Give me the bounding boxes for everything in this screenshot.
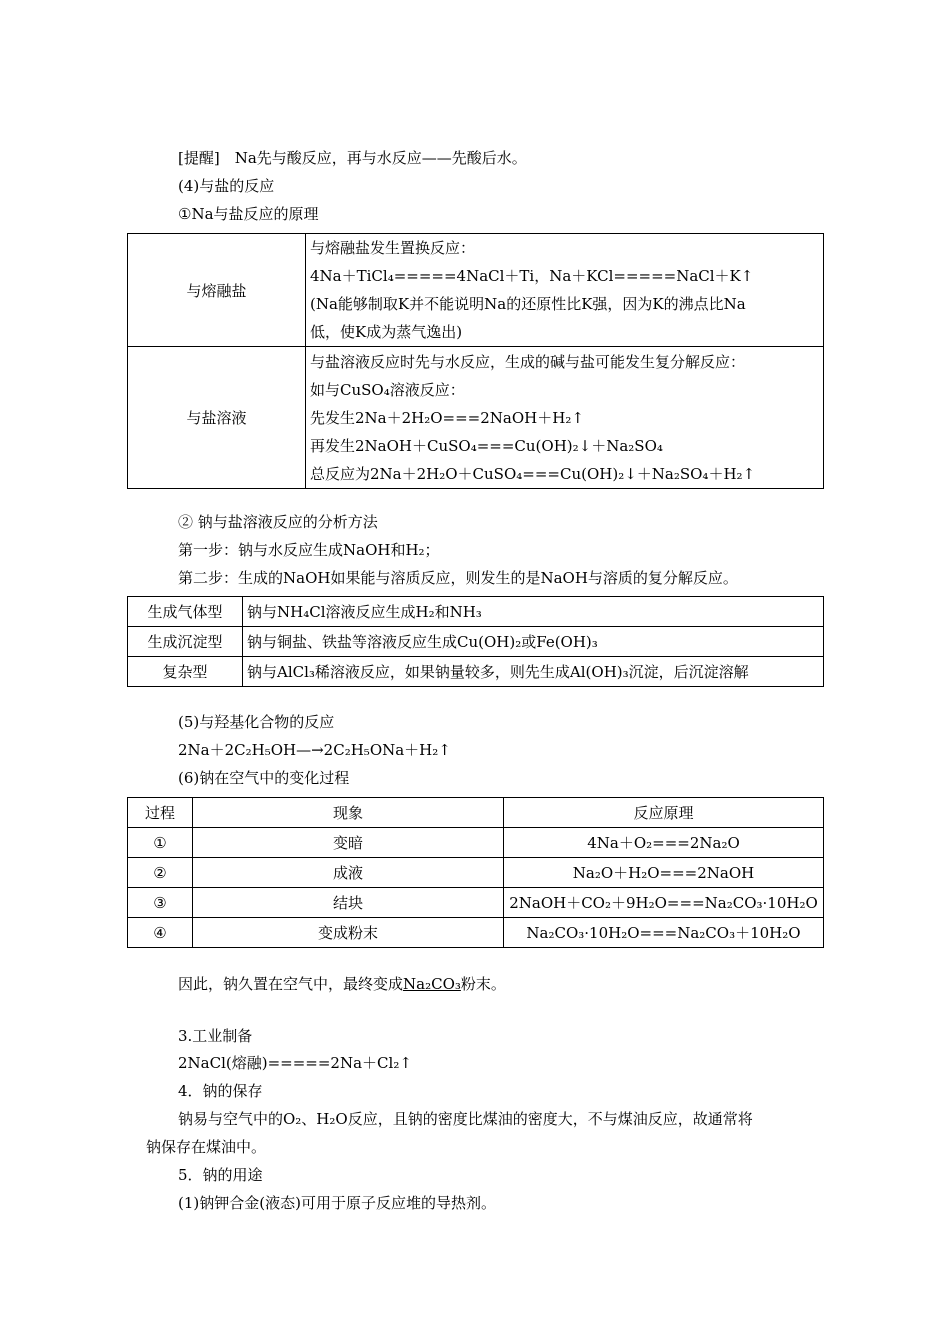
- uses-line-1: (1)钠钾合金(液态)可用于原子反应堆的导热剂。: [178, 1194, 496, 1212]
- phenomenon-cell: 结块: [193, 888, 504, 918]
- section-4-title: (4)与盐的反应: [178, 177, 275, 195]
- section-3-equation: 2NaCl(熔融)=====2Na＋Cl₂↑: [178, 1054, 412, 1072]
- principle-cell: 2NaOH＋CO₂＋9H₂O===Na₂CO₃·10H₂O: [504, 888, 824, 918]
- solution-line-2: 如与CuSO₄溶液反应：: [310, 380, 465, 399]
- principle-cell: 4Na＋O₂===2Na₂O: [504, 828, 824, 858]
- header-principle: 反应原理: [504, 798, 824, 828]
- molten-salt-label: 与熔融盐: [128, 234, 306, 347]
- type-gas: 生成气体型: [128, 597, 243, 627]
- molten-line-3: (Na能够制取K并不能说明Na的还原性比K强，因为K的沸点比Na: [310, 295, 746, 313]
- solution-line-1: 与盐溶液反应时先与水反应，生成的碱与盐可能发生复分解反应：: [310, 352, 746, 371]
- principle-cell: Na₂CO₃·10H₂O===Na₂CO₃＋10H₂O: [504, 918, 824, 948]
- section-uses-title: 5．钠的用途: [178, 1166, 263, 1184]
- storage-line-2: 钠保存在煤油中。: [146, 1138, 267, 1156]
- tip-text: [提醒] Na先与酸反应，再与水反应——先酸后水。: [178, 149, 527, 167]
- type-precipitate: 生成沉淀型: [128, 627, 243, 657]
- principle-cell: Na₂O＋H₂O===2NaOH: [504, 858, 824, 888]
- phenomenon-cell: 变暗: [193, 828, 504, 858]
- phenomenon-cell: 成液: [193, 858, 504, 888]
- solution-line-3: 先发生2Na＋2H₂O===2NaOH＋H₂↑: [310, 408, 584, 427]
- desc-precipitate: 钠与铜盐、铁盐等溶液反应生成Cu(OH)₂或Fe(OH)₃: [243, 627, 824, 657]
- process-cell: ③: [128, 888, 193, 918]
- desc-gas: 钠与NH₄Cl溶液反应生成H₂和NH₃: [243, 597, 824, 627]
- conclusion-pre: 因此，钠久置在空气中，最终变成: [178, 975, 404, 993]
- process-cell: ①: [128, 828, 193, 858]
- conclusion: [178, 974, 506, 994]
- process-cell: ④: [128, 918, 193, 948]
- section-6-title: (6)钠在空气中的变化过程: [178, 769, 350, 787]
- molten-line-1: 与熔融盐发生置换反应：: [310, 239, 476, 257]
- type-complex: 复杂型: [128, 657, 243, 687]
- air-change-table: [127, 797, 824, 948]
- analysis-table: [127, 596, 824, 687]
- molten-line-4: 低，使K成为蒸气逸出): [310, 323, 463, 341]
- desc-complex: 钠与AlCl₃稀溶液反应，如果钠量较多，则先生成Al(OH)₃沉淀，后沉淀溶解: [243, 657, 824, 687]
- solution-label: 与盐溶液: [128, 347, 306, 489]
- header-phenomenon: 现象: [193, 798, 504, 828]
- process-cell: ②: [128, 858, 193, 888]
- step-1: 第一步：钠与水反应生成NaOH和H₂；: [178, 541, 440, 559]
- step-2: 第二步：生成的NaOH如果能与溶质反应，则发生的是NaOH与溶质的复分解反应。: [178, 569, 738, 587]
- section-4-sub1: ①Na与盐反应的原理: [178, 205, 319, 223]
- section-4-sub2: ② 钠与盐溶液反应的分析方法: [178, 513, 378, 531]
- section-5-title: (5)与羟基化合物的反应: [178, 713, 335, 731]
- storage-line-1: 钠易与空气中的O₂、H₂O反应，且钠的密度比煤油的密度大，不与煤油反应，故通常将: [178, 1110, 753, 1128]
- section-5-equation: 2Na＋2C₂H₅OH—→2C₂H₅ONa＋H₂↑: [178, 741, 451, 759]
- salt-reaction-table: [127, 233, 824, 489]
- conclusion-post: 粉末。: [460, 975, 506, 993]
- solution-line-5: 总反应为2Na＋2H₂O＋CuSO₄===Cu(OH)₂↓＋Na₂SO₄＋H₂↑: [310, 464, 756, 483]
- conclusion-product: Na₂CO₃: [403, 975, 461, 993]
- header-process: 过程: [128, 798, 193, 828]
- molten-line-2: 4Na＋TiCl₄=====4NaCl＋Ti，Na＋KCl=====NaCl＋K↑: [310, 267, 754, 285]
- phenomenon-cell: 变成粉末: [193, 918, 504, 948]
- section-3-title: 3.工业制备: [178, 1027, 253, 1045]
- solution-line-4: 再发生2NaOH＋CuSO₄===Cu(OH)₂↓＋Na₂SO₄: [310, 436, 663, 455]
- section-storage-title: 4．钠的保存: [178, 1082, 263, 1100]
